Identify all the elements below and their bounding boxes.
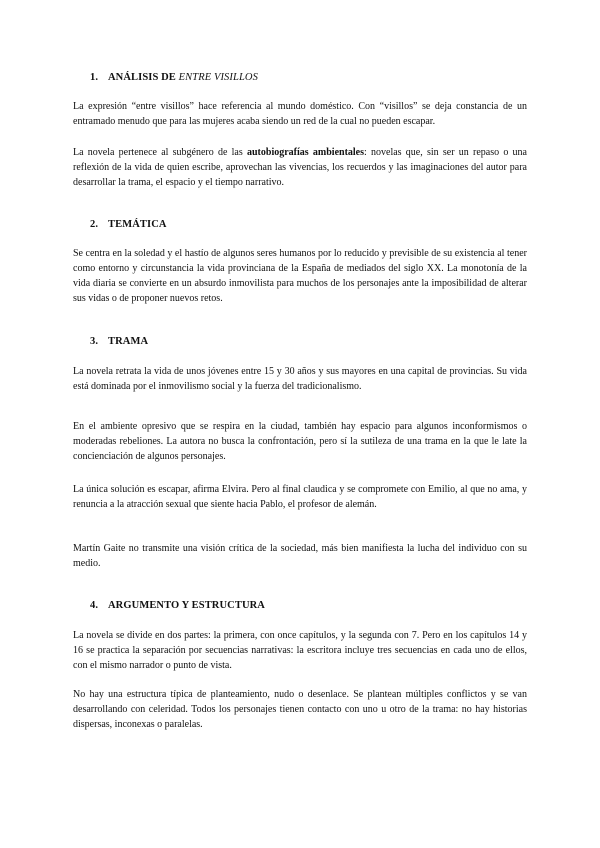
section-4-heading <box>90 600 265 611</box>
paragraph: No hay una estructura típica de planteamiento, nudo o desenlace. Se plantean múltiples conflictos y se van desarrollando con celeridad. Todos los personajes tienen contacto con uno u otro de la trama: no hay historias dispersas, inconexas o paralelas. <box>73 689 527 730</box>
section-number: 4. <box>90 600 99 611</box>
section-number: 3. <box>90 336 99 347</box>
section-1-heading <box>90 72 258 83</box>
paragraph: En el ambiente opresivo que se respira en la ciudad, también hay espacio para algunos inconformismos o moderadas rebeliones. La autora no busca la confrontación, pero sí la sutileza de una trama en la que le late la concienciación de algunos personajes. <box>73 421 527 462</box>
bold-term: autobiografías ambientales <box>247 147 365 158</box>
section-number: 2. <box>90 219 99 230</box>
paragraph <box>73 145 527 190</box>
paragraph-text: : novelas que, sin ser un repaso o una reflexión de la vida de quien escribe, aprovechan las vivencias, los recuerdos y las imaginaciones del autor para desarrollar la trama, el espacio y el tiempo narrativo. <box>73 147 527 188</box>
section-title: ANÁLISIS DE <box>108 72 179 83</box>
paragraph: Martín Gaite no transmite una visión crítica de la sociedad, más bien manifiesta la lucha del individuo con su medio. <box>73 543 527 569</box>
paragraph: La novela se divide en dos partes: la primera, con once capítulos, y la segunda con 7. Pero en los capítulos 14 y 16 se practica la separación por secuencias narrativas: la escritora incluye tres secuencias en cada uno de ellos, con el mismo narrador o punto de vista. <box>73 630 527 671</box>
section-number: 1. <box>90 72 99 83</box>
paragraph: La novela retrata la vida de unos jóvenes entre 15 y 30 años y sus mayores en una capital de provincias. Su vida está dominada por el inmovilismo social y la fuerza del tradicionalismo. <box>73 366 527 392</box>
paragraph: La única solución es escapar, afirma Elvira. Pero al final claudica y se compromete con Emilio, al que no ama, y renuncia a la atracción sexual que siente hacia Pablo, el profesor de alemán. <box>73 484 527 510</box>
section-title: ARGUMENTO Y ESTRUCTURA <box>108 600 265 611</box>
paragraph-text: La novela pertenece al subgénero de las <box>73 147 247 158</box>
section-title-italic: ENTRE VISILLOS <box>178 72 258 83</box>
section-3-heading <box>90 336 148 347</box>
section-title: TEMÁTICA <box>108 219 167 230</box>
paragraph: Se centra en la soledad y el hastío de algunos seres humanos por lo reducido y previsible de su existencia al tener como entorno y circunstancia la vida provinciana de la España de mediados del siglo XX. La monotonía de la vida diaria se convierte en un absurdo inmovilista para muchos de los personajes ante la imposibilidad de alterar sus vidas o de proponer nuevos retos. <box>73 248 527 304</box>
section-2-heading <box>90 219 167 230</box>
paragraph: La expresión “entre visillos” hace referencia al mundo doméstico. Con “visillos” se deja constancia de un entramado menudo que para las mujeres acaba siendo un red de la cual no pueden escapar. <box>73 101 527 127</box>
section-title: TRAMA <box>108 336 149 347</box>
